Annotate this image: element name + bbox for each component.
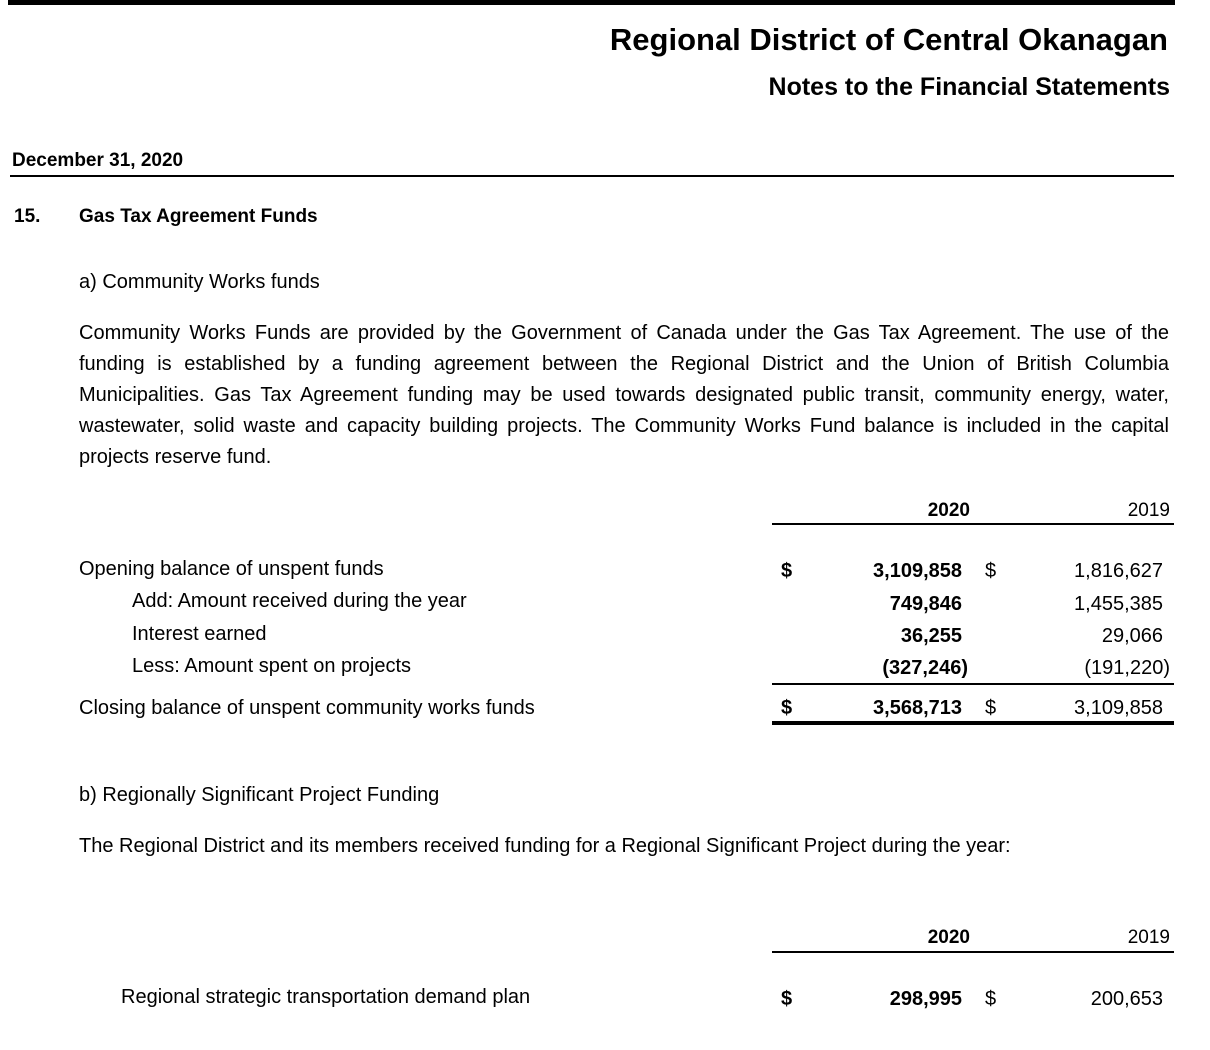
col-header-2019: 2019 xyxy=(1127,500,1170,521)
section-number: 15. xyxy=(14,206,41,227)
currency-symbol: $ xyxy=(781,697,793,719)
value-2020: 749,846 xyxy=(889,593,962,615)
header-rule xyxy=(772,523,1174,525)
total-2020: 3,568,713 xyxy=(873,697,962,719)
date-rule xyxy=(10,175,1174,177)
subtotal-rule xyxy=(772,683,1174,685)
part-b-intro: The Regional District and its members received funding for a Regional Significant Project during the year: xyxy=(79,835,1011,857)
currency-symbol: $ xyxy=(985,560,997,582)
total-double-rule xyxy=(772,721,1174,725)
row-label: Less: Amount spent on projects xyxy=(132,655,412,677)
value-2020: 36,255 xyxy=(900,625,962,647)
value-2020: 3,109,858 xyxy=(873,560,962,582)
part-b-heading: b) Regionally Significant Project Funding xyxy=(79,784,440,806)
currency-symbol: $ xyxy=(781,560,793,582)
statement-date: December 31, 2020 xyxy=(12,150,184,171)
row-label: Opening balance of unspent funds xyxy=(79,558,384,580)
col-header-2019: 2019 xyxy=(1127,927,1170,948)
part-a-paragraph: Community Works Funds are provided by the Government of Canada under the Gas Tax Agreement. The use of the funding is established by a funding agreement between the Regional District and the Union of British Columbia Municipalities. Gas Tax Agreement funding may be used towards designated public transit, community energy, water, wastewater, solid waste and capacity building projects. The Community Works Fund balance is included in the capital projects reserve fund. xyxy=(79,322,1169,468)
value-2019: 200,653 xyxy=(1090,988,1163,1010)
currency-symbol: $ xyxy=(985,988,997,1010)
col-header-2020: 2020 xyxy=(927,500,970,521)
document-title: Notes to the Financial Statements xyxy=(768,73,1170,101)
top-rule xyxy=(8,0,1175,5)
value-2019: 29,066 xyxy=(1101,625,1163,647)
header-rule xyxy=(772,951,1174,953)
value-2019: 1,816,627 xyxy=(1074,560,1163,582)
value-2020: (327,246) xyxy=(882,657,968,679)
value-2019: 1,455,385 xyxy=(1074,593,1163,615)
col-header-2020: 2020 xyxy=(927,927,970,948)
currency-symbol: $ xyxy=(781,988,793,1010)
currency-symbol: $ xyxy=(985,697,997,719)
total-2019: 3,109,858 xyxy=(1074,697,1163,719)
row-label: Regional strategic transportation demand plan xyxy=(121,986,531,1008)
value-2019: (191,220) xyxy=(1084,657,1170,679)
organization-title: Regional District of Central Okanagan xyxy=(609,22,1168,57)
section-title: Gas Tax Agreement Funds xyxy=(79,206,318,227)
row-label: Interest earned xyxy=(132,623,267,645)
total-label: Closing balance of unspent community works funds xyxy=(79,697,535,719)
row-label: Add: Amount received during the year xyxy=(132,590,467,612)
part-a-heading: a) Community Works funds xyxy=(79,271,320,293)
value-2020: 298,995 xyxy=(889,988,962,1010)
